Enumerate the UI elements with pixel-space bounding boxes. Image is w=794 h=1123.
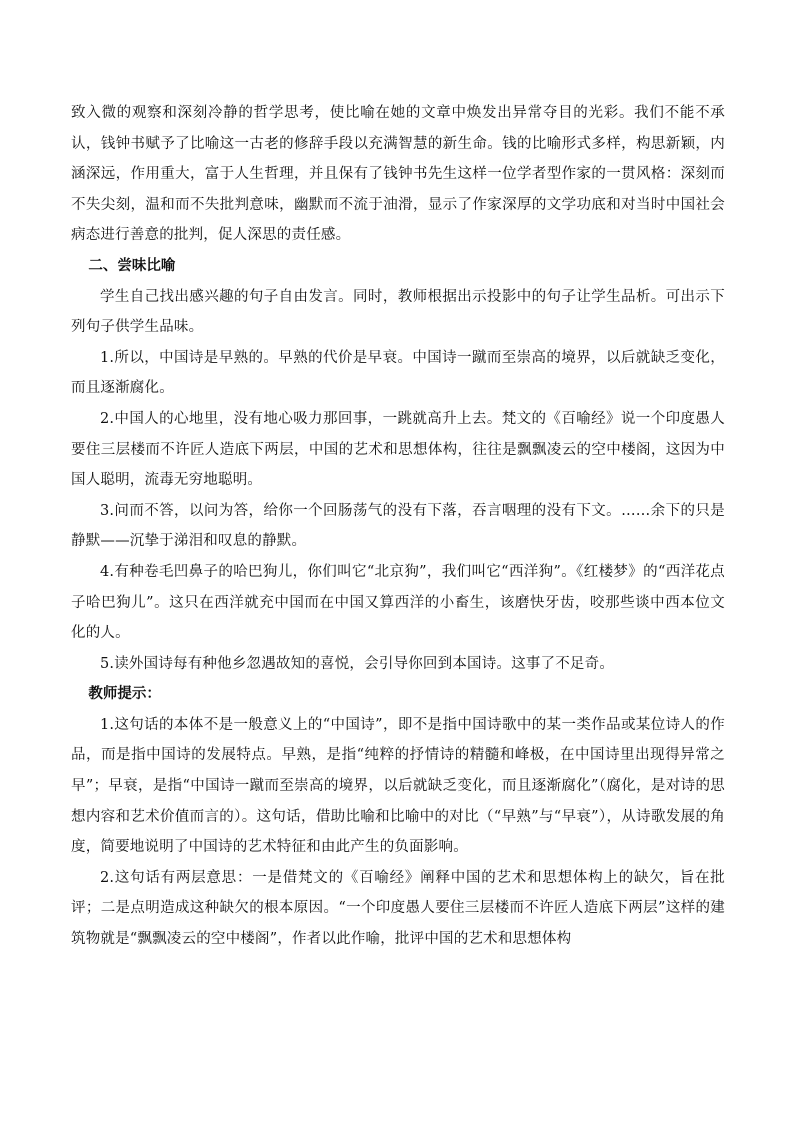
- sentence-item-4: 4.有种卷毛凹鼻子的哈巴狗儿，你们叫它“北京狗”，我们叫它“西洋狗”。《红楼梦》的“西洋花点子哈巴狗儿”。这只在西洋就充中国而在中国又算西洋的小畜生，该磨快牙齿，咬那些谈中西本位文化的人。: [71, 563, 725, 642]
- teacher-note-1: 1.这句话的本体不是一般意义上的“中国诗”，即不是指中国诗歌中的某一类作品或某位诗人的作品，而是指中国诗的发展特点。早熟，是指“纯粹的抒情诗的精髓和峰极，在中国诗里出现得异常之早”；早衰，是指“中国诗一蹴而至崇高的境界，以后就缺乏变化，而且逐渐腐化”（腐化，是对诗的思想内容和艺术价值而言的）。这句话，借助比喻和比喻中的对比（“早熟”与“早衰”），从诗歌发展的角度，简要地说明了中国诗的艺术特征和由此产生的负面影响。: [71, 716, 725, 856]
- sentence-item-3: 3.问而不答，以问为答，给你一个回肠荡气的没有下落，吞言咽理的没有下文。……余下的只是静默——沉挚于涕泪和叹息的静默。: [71, 502, 725, 550]
- section-heading: 二、尝味比喻: [88, 257, 176, 274]
- sentence-item-1: 1.所以，中国诗是早熟的。早熟的代价是早衰。中国诗一蹴而至崇高的境界，以后就缺乏变化，而且逐渐腐化。: [71, 349, 725, 397]
- sentence-item-5: 5.读外国诗每有种他乡忽遇故知的喜悦，会引导你回到本国诗。这事了不足奇。: [100, 655, 615, 672]
- sentence-item-2: 2.中国人的心地里，没有地心吸力那回事，一跳就高升上去。梵文的《百喻经》说一个印度愚人要住三层楼而不许匠人造底下两层，中国的艺术和思想体构，往往是飘飘凌云的空中楼阁，这因为中国人聪明，流毒无穷地聪明。: [71, 410, 725, 489]
- section-intro-paragraph: 学生自己找出感兴趣的句子自由发言。同时，教师根据出示投影中的句子让学生品析。可出示下列句子供学生品味。: [71, 288, 725, 336]
- teacher-note-2: 2.这句话有两层意思：一是借梵文的《百喻经》阐释中国的艺术和思想体构上的缺欠，旨在批评；二是点明造成这种缺欠的根本原因。“一个印度愚人要住三层楼而不许匠人造底下两层”这样的建筑物就是“飘飘凌云的空中楼阁”，作者以此作喻，批评中国的艺术和思想体构: [71, 869, 725, 948]
- teacher-tips-heading: 教师提示：: [88, 686, 161, 703]
- intro-paragraph: 致入微的观察和深刻冷静的哲学思考，使比喻在她的文章中焕发出异常夺目的光彩。我们不能不承认，钱钟书赋予了比喻这一古老的修辞手段以充满智慧的新生命。钱的比喻形式多样，构思新颖，内涵深远，作用重大，富于人生哲理，并且保有了钱钟书先生这样一位学者型作家的一贯风格：深刻而不失尖刻，温和而不失批判意味，幽默而不流于油滑，显示了作家深厚的文学功底和对当时中国社会病态进行善意的批判，促人深思的责任感。: [71, 105, 725, 244]
- document-page: [71, 98, 725, 955]
